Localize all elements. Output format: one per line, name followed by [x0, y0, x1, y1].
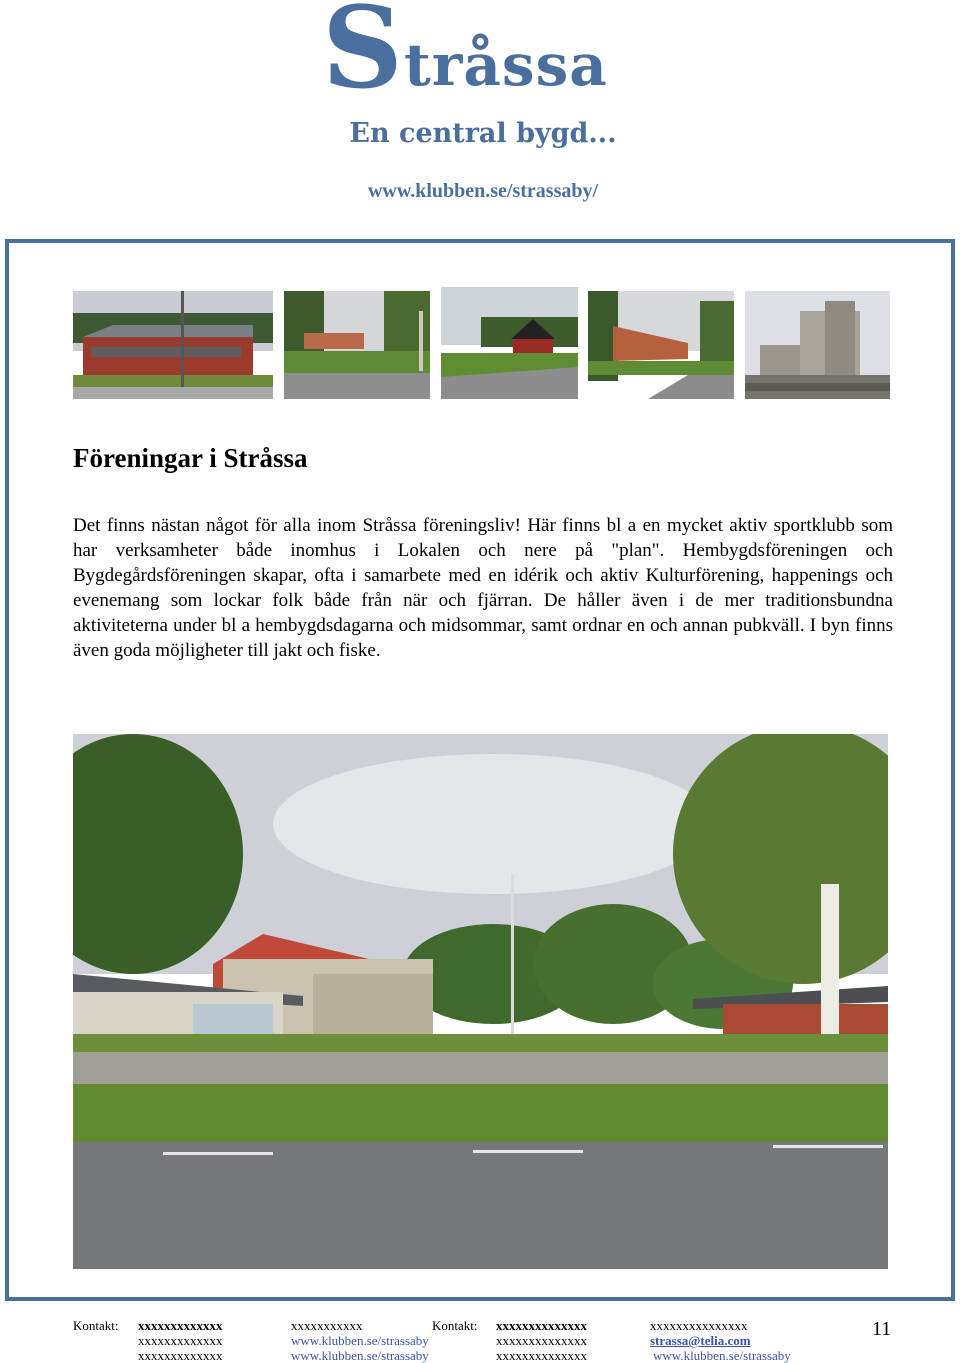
footer-col4-line1: xxxxxxxxxxxxxxx: [650, 1318, 748, 1333]
tagline: En central bygd...: [349, 118, 617, 149]
photo-village-center: [73, 734, 888, 1269]
footer-email-link[interactable]: strassa@telia.com: [650, 1333, 751, 1348]
logo-initial: S: [322, 0, 403, 114]
footer-col3-line3: xxxxxxxxxxxxxx: [496, 1348, 587, 1363]
logo-wordmark: tråssa: [404, 31, 608, 99]
footer-contact-label-1: Kontakt:: [73, 1318, 119, 1333]
photo-thumbnail-street: [284, 291, 430, 399]
footer-col1-line1: xxxxxxxxxxxxx: [138, 1318, 223, 1333]
footer: [0, 1318, 960, 1363]
photo-thumbnail-mine: [745, 291, 890, 399]
footer-col2-line1: xxxxxxxxxxx: [291, 1318, 363, 1333]
photo-thumbnail-brick-building: [588, 291, 734, 399]
footer-col3-line2: xxxxxxxxxxxxxx: [496, 1333, 587, 1348]
section-paragraph: Det finns nästan något för alla inom Stråssa föreningsliv! Här finns bl a en mycket aktiv sportklubb som har verksamheter både inomhus i Lokalen och nere på "plan". Hembygdsföreningen och Bygdegårdsföreningen skapar, ofta i samarbete med en idérik och aktiv Kulturförening, happenings och evenemang som lockar folk både från när och fjärran. De håller även i de mer traditionsbundna aktiviteterna under bl a hembygdsdagarna och midsommar, samt ordnar en och annan pubkväll. I byn finns även goda möjligheter till jakt och fiske.: [73, 515, 893, 661]
footer-col2-link2[interactable]: www.klubben.se/strassaby: [291, 1348, 429, 1363]
footer-contact-label-2: Kontakt:: [432, 1318, 478, 1333]
footer-col1-line2: xxxxxxxxxxxxx: [138, 1333, 223, 1348]
site-url-link[interactable]: www.klubben.se/strassaby/: [367, 180, 599, 202]
page-number: 11: [872, 1318, 892, 1340]
section-heading: Föreningar i Stråssa: [73, 443, 308, 473]
footer-col4-link[interactable]: www.klubben.se/strassaby: [653, 1348, 791, 1363]
photo-thumbnail-hall: [73, 291, 273, 399]
footer-col2-link1[interactable]: www.klubben.se/strassaby: [291, 1333, 429, 1348]
footer-col3-line1: xxxxxxxxxxxxxx: [496, 1318, 587, 1333]
photo-thumbnail-cottage: [441, 287, 578, 399]
footer-col1-line3: xxxxxxxxxxxxx: [138, 1348, 223, 1363]
masthead: [0, 0, 960, 236]
